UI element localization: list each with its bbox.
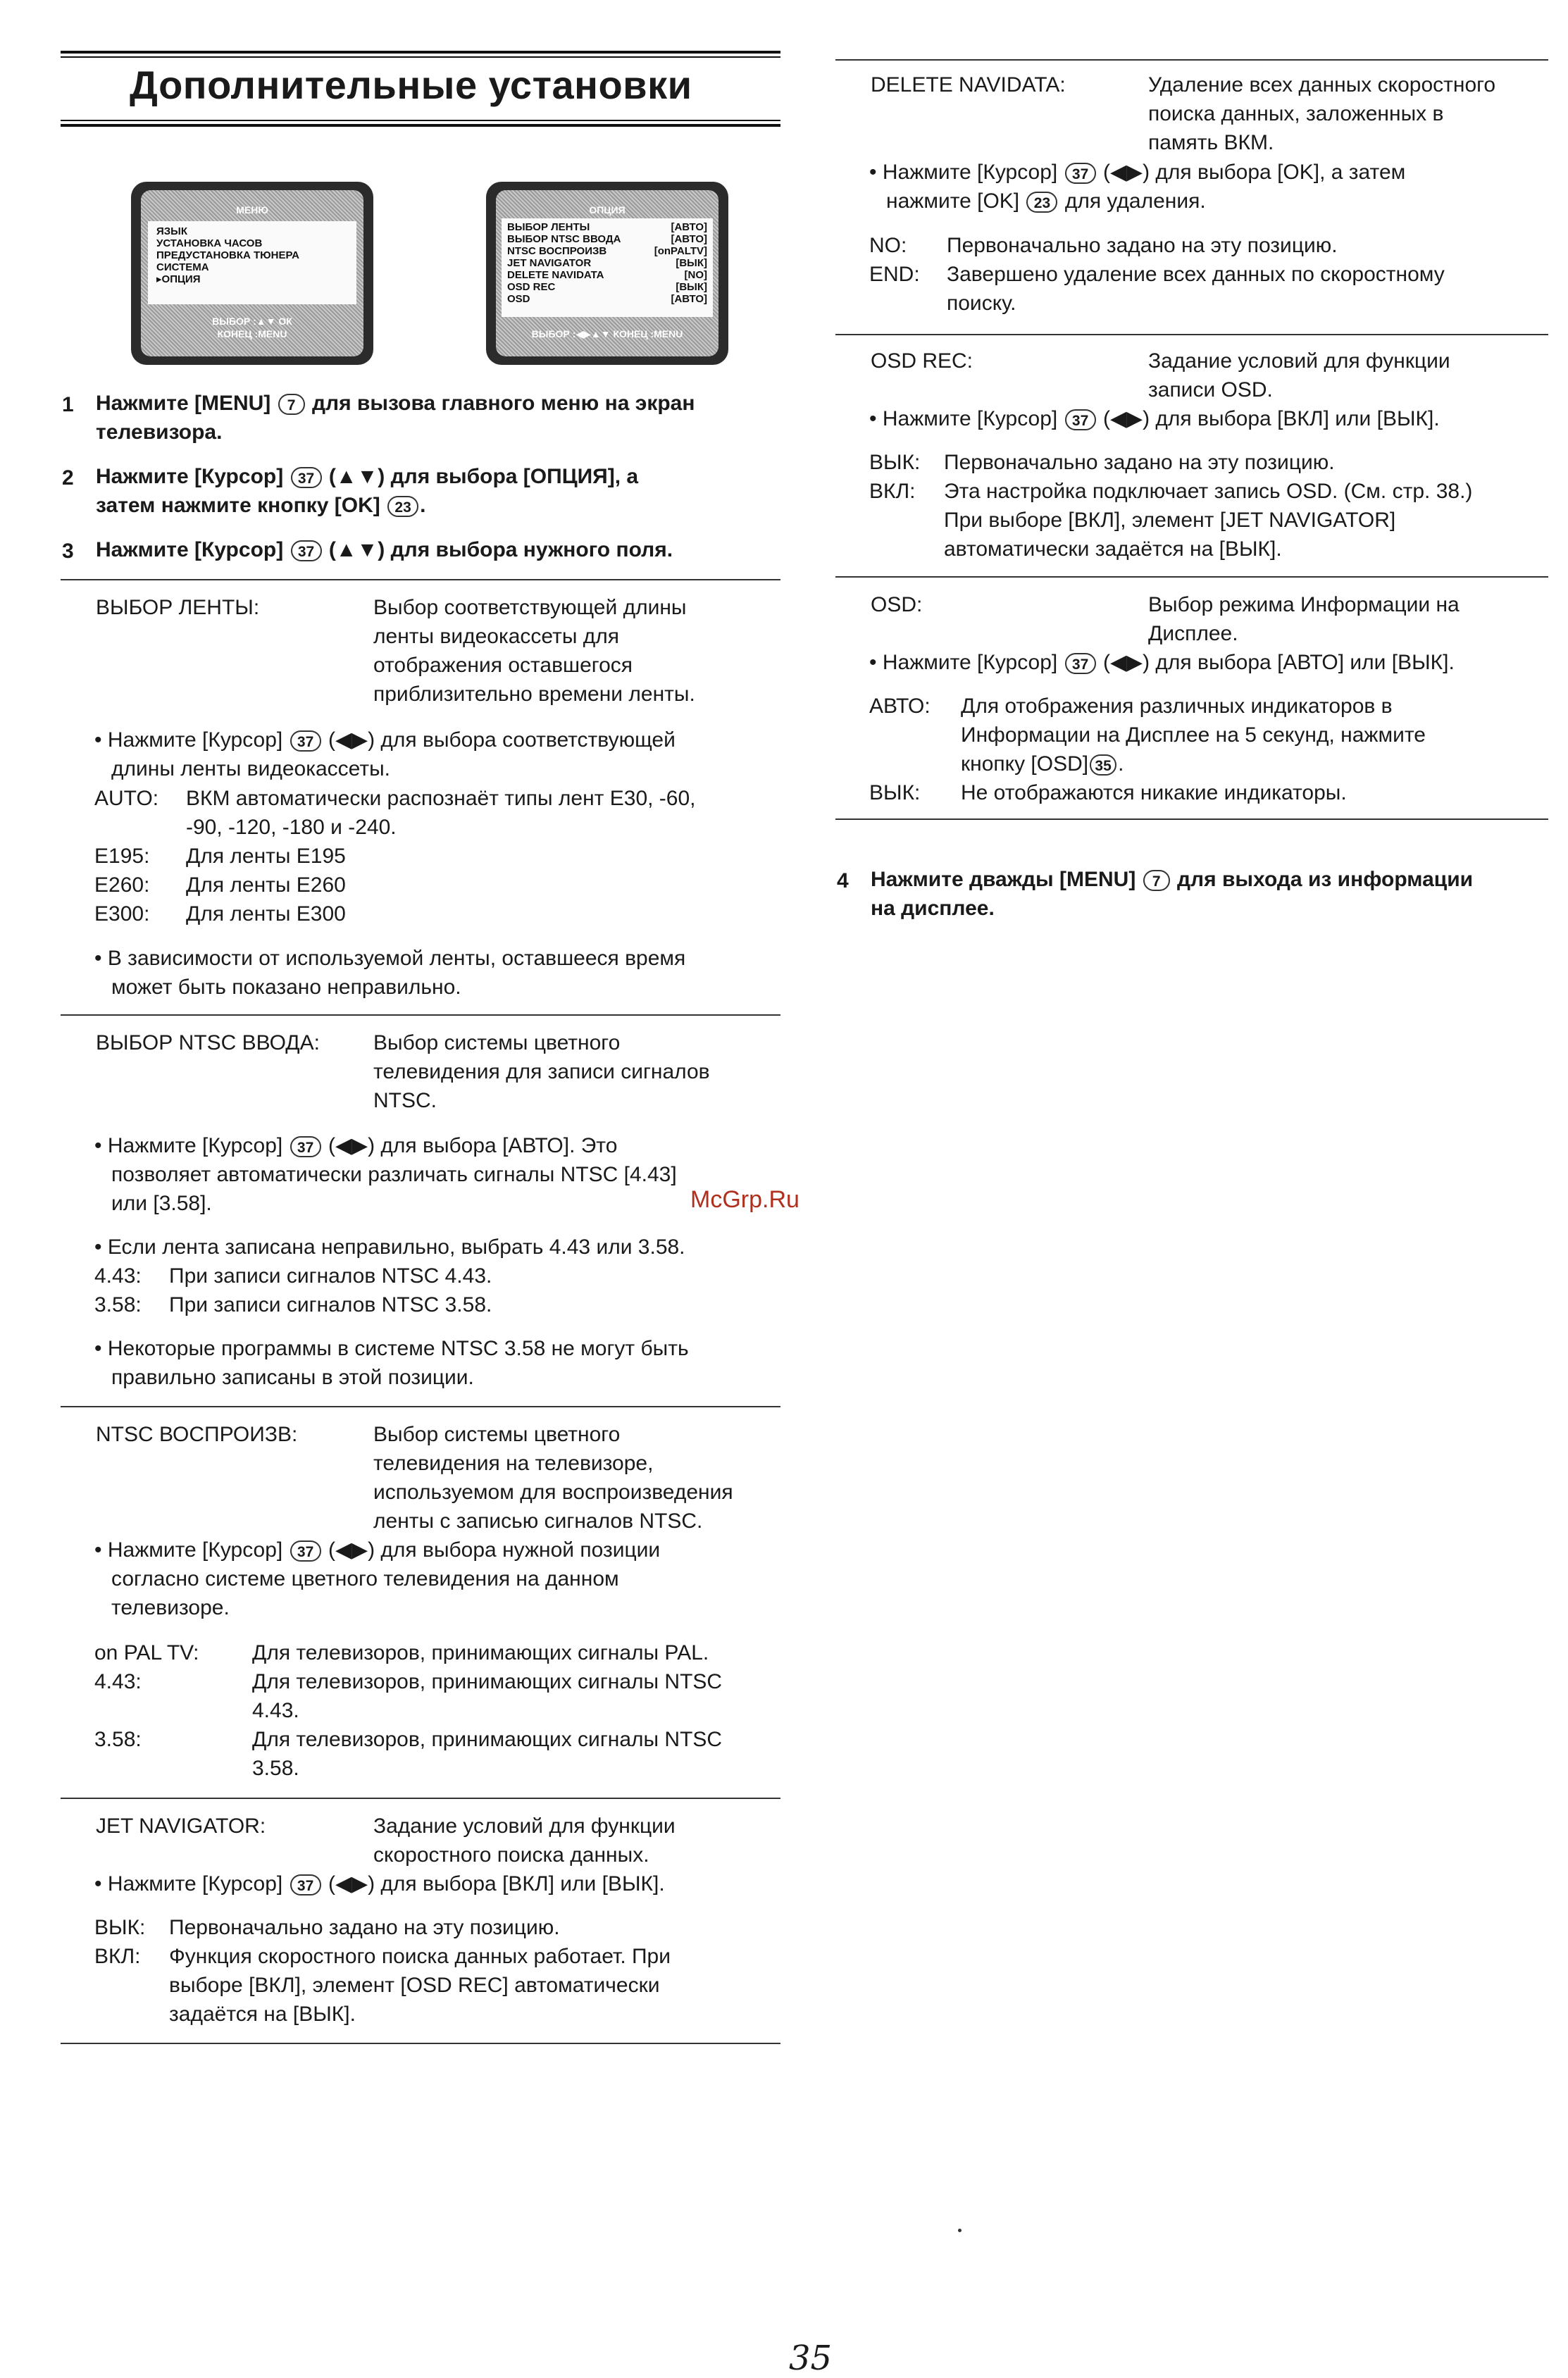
option-value: Для ленты E260 (186, 873, 346, 897)
option-key: ВКЛ: (869, 480, 916, 503)
step-4-number: 4 (837, 869, 849, 892)
tape-label: ВЫБОР ЛЕНТЫ: (96, 596, 260, 619)
option-row-label: DELETE NAVIDATA (507, 269, 604, 281)
option-line (869, 721, 1560, 749)
step-2-text-a: Нажмите [Курсор] (96, 465, 284, 488)
option-line (869, 778, 1560, 807)
step-2-text (96, 462, 779, 520)
desc-line: память ВКМ. (1148, 131, 1274, 154)
bullet-text: (◀▶) для выбора [ВКЛ] или [ВЫК]. (1102, 407, 1440, 430)
ntsc-input-options (94, 1262, 785, 1319)
bullet-text: • Нажмите [Курсор] (94, 1872, 283, 1895)
option-row (507, 233, 707, 245)
desc-line: NTSC. (373, 1089, 437, 1112)
option-row (507, 293, 707, 305)
bullet-text: (◀▶) для выбора [ВКЛ] или [ВЫК]. (328, 1872, 665, 1895)
title-rule-top-2 (61, 56, 780, 58)
menu-screen-footer-2: КОНЕЦ :MENU (217, 328, 287, 340)
option-value: При записи сигналов NTSC 4.43. (169, 1264, 492, 1288)
bullet-text: позволяет автоматически различать сигналы NTSC [4.43] (111, 1163, 677, 1186)
option-line (94, 1667, 785, 1696)
desc-line: записи OSD. (1148, 378, 1273, 401)
ntsc-input-note: • Если лента записана неправильно, выбрать 4.43 или 3.58. (94, 1235, 685, 1259)
option-value: Первоначально задано на эту позицию. (169, 1916, 560, 1939)
step-3-number: 3 (62, 540, 74, 563)
ntsc-input-description (373, 1028, 782, 1115)
desc-line: ленты с записью сигналов NTSC. (373, 1509, 703, 1533)
option-key: on PAL TV: (94, 1641, 199, 1664)
bullet-text: • Нажмите [Курсор] (869, 407, 1058, 430)
option-key: АВТО: (869, 695, 931, 718)
divider (61, 579, 780, 580)
osdrec-description (1148, 347, 1557, 404)
desc-line: Задание условий для функции (1148, 349, 1450, 373)
divider (835, 59, 1548, 61)
osd-label: OSD: (871, 593, 923, 616)
menu-screen-panel (148, 221, 356, 304)
option-key: ВЫК: (94, 1916, 146, 1939)
option-value-tail: . (1118, 752, 1124, 776)
cursor-button-icon: 37 (1065, 409, 1096, 430)
step-1-text-b: для вызова главного меню на экран (311, 392, 695, 415)
step-3-text (96, 535, 779, 564)
osd-description (1148, 590, 1557, 648)
jet-label: JET NAVIGATOR: (96, 1814, 266, 1838)
cursor-button-icon: 37 (290, 1874, 321, 1895)
option-line (869, 749, 1560, 778)
option-value: Первоначально задано на эту позицию. (947, 234, 1338, 257)
divider (61, 1798, 780, 1799)
page-title: Дополнительные установки (130, 63, 692, 107)
option-line (94, 1913, 785, 1942)
option-value: Не отображаются никакие индикаторы. (961, 781, 1347, 804)
desc-line: телевидения для записи сигналов (373, 1060, 710, 1083)
option-row-label: NTSC ВОСПРОИЗВ (507, 245, 607, 257)
divider (61, 1406, 780, 1407)
menu-screen-illustration (131, 182, 373, 365)
note-line: может быть показано неправильно. (111, 976, 461, 999)
option-value: Для телевизоров, принимающих сигналы NTSC (252, 1728, 723, 1751)
divider (835, 334, 1548, 335)
ntsc-input-bullet (94, 1131, 785, 1218)
bullet-text: (◀▶) для выбора [АВТО]. Это (328, 1134, 618, 1157)
option-row-value: [АВТО] (671, 233, 707, 245)
bullet-text: • Нажмите [Курсор] (94, 1134, 283, 1157)
title-rule-top-1 (61, 51, 780, 54)
menu-item-selected: ▸ОПЦИЯ (156, 273, 201, 285)
option-key: AUTO: (94, 787, 159, 810)
bullet-text: (◀▶) для выбора нужной позиции (328, 1538, 661, 1562)
bullet-text: длины ленты видеокассеты. (111, 757, 390, 780)
desc-line: скоростного поиска данных. (373, 1843, 649, 1867)
option-value: 3.58. (252, 1757, 299, 1780)
option-line (869, 260, 1560, 289)
option-key: END: (869, 263, 920, 286)
jet-description (373, 1812, 782, 1869)
option-value: Для телевизоров, принимающих сигналы NTSC (252, 1670, 723, 1693)
desc-line: Задание условий для функции (373, 1814, 676, 1838)
step-2-text-d: . (420, 494, 426, 517)
option-value: задаётся на [ВЫК]. (169, 2003, 356, 2026)
desc-line: Выбор режима Информации на (1148, 593, 1460, 616)
option-line (94, 1942, 785, 1971)
jet-bullet (94, 1869, 785, 1898)
desc-line: Удаление всех данных скоростного (1148, 73, 1496, 97)
option-row-value: [ВЫК] (676, 281, 707, 293)
ntsc-play-label: NTSC ВОСПРОИЗВ: (96, 1423, 298, 1446)
option-row (507, 245, 707, 257)
option-key: E195: (94, 845, 150, 868)
tape-bullet (94, 726, 785, 783)
step-1-text-a: Нажмите [MENU] (96, 392, 271, 415)
option-line (94, 1638, 785, 1667)
note-line: • Некоторые программы в системе NTSC 3.58 не могут быть (94, 1337, 689, 1360)
osd-bullet (869, 648, 1560, 677)
menu-button-icon: 7 (278, 394, 305, 415)
option-value: Для ленты E195 (186, 845, 346, 868)
option-value: 4.43. (252, 1699, 299, 1722)
cursor-button-icon: 37 (291, 467, 322, 488)
option-row-label: OSD (507, 293, 530, 305)
menu-screen (141, 190, 363, 356)
option-line (869, 535, 1560, 564)
step-3-text-b: (▲▼) для выбора нужного поля. (328, 538, 673, 561)
option-row-value: [АВТО] (671, 293, 707, 305)
cursor-button-icon: 37 (290, 730, 321, 752)
tape-description (373, 593, 782, 709)
menu-item: ЯЗЫК (156, 225, 188, 237)
option-value: поиску. (947, 292, 1016, 315)
option-line (94, 1725, 785, 1754)
divider (61, 1014, 780, 1016)
tape-options (94, 784, 785, 928)
option-key: ВКЛ: (94, 1945, 141, 1968)
option-line (869, 692, 1560, 721)
option-value: Для телевизоров, принимающих сигналы PAL. (252, 1641, 709, 1664)
desc-line: Выбор системы цветного (373, 1423, 621, 1446)
option-key: 3.58: (94, 1728, 142, 1751)
option-line (94, 1290, 785, 1319)
menu-item: СИСТЕМА (156, 261, 209, 273)
option-row-value: [ВЫК] (676, 257, 707, 269)
ntsc-play-bullet (94, 1536, 785, 1622)
option-value: При выборе [ВКЛ], элемент [JET NAVIGATOR] (944, 509, 1396, 532)
ntsc-play-options (94, 1638, 785, 1783)
option-line (94, 899, 785, 928)
option-row-label: ВЫБОР NTSC ВВОДА (507, 233, 621, 245)
step-1-text (96, 389, 779, 447)
option-key: 4.43: (94, 1264, 142, 1288)
page-number: 35 (789, 2339, 833, 2378)
bullet-text: (◀▶) для выбора [АВТО] или [ВЫК]. (1102, 651, 1455, 674)
option-value: кнопку [OSD] (961, 752, 1089, 776)
option-line (869, 231, 1560, 260)
option-row-value: [onPALTV] (654, 245, 707, 257)
option-row (507, 281, 707, 293)
option-value: выборе [ВКЛ], элемент [OSD REC] автоматически (169, 1974, 660, 1997)
bullet-text: (◀▶) для выбора [OK], а затем (1102, 161, 1406, 184)
option-line (869, 477, 1560, 506)
step-2-text-b: (▲▼) для выбора [ОПЦИЯ], а (328, 465, 639, 488)
option-line (94, 1754, 785, 1783)
delete-bullet (869, 158, 1560, 216)
option-value: Первоначально задано на эту позицию. (944, 451, 1335, 474)
option-row (507, 221, 707, 233)
desc-line: отображения оставшегося (373, 654, 633, 677)
option-key: E300: (94, 902, 150, 926)
step-4-text-b: для выхода из информации (1177, 868, 1474, 891)
option-key: 3.58: (94, 1293, 142, 1316)
step-2-number: 2 (62, 466, 74, 490)
tape-note (94, 944, 785, 1002)
option-screen-header: ОПЦИЯ (589, 204, 626, 216)
step-2-text-c: затем нажмите кнопку [OK] (96, 494, 380, 517)
option-key: 4.43: (94, 1670, 142, 1693)
bullet-text: для удаления. (1064, 189, 1206, 213)
option-value: Эта настройка подключает запись OSD. (См. стр. 38.) (944, 480, 1473, 503)
cursor-button-icon: 37 (1065, 163, 1096, 184)
option-row-label: OSD REC (507, 281, 556, 293)
option-row-label: ВЫБОР ЛЕНТЫ (507, 221, 590, 233)
option-row-label: JET NAVIGATOR (507, 257, 592, 269)
desc-line: поиска данных, заложенных в (1148, 102, 1444, 125)
option-screen-footer: ВЫБОР :◀▶▲▼ КОНЕЦ :MENU (531, 328, 683, 340)
desc-line: Выбор системы цветного (373, 1031, 621, 1054)
divider (835, 576, 1548, 578)
step-4-text-c: на дисплее. (871, 897, 995, 920)
desc-line: телевидения на телевизоре, (373, 1452, 654, 1475)
option-line (94, 813, 785, 842)
option-row-value: [NO] (684, 269, 707, 281)
cursor-button-icon: 37 (1065, 653, 1096, 674)
bullet-text: • Нажмите [Курсор] (869, 651, 1058, 674)
note-line: • В зависимости от используемой ленты, оставшееся время (94, 947, 686, 970)
option-line (869, 506, 1560, 535)
option-line (94, 1971, 785, 2000)
option-line (94, 2000, 785, 2029)
bullet-text: согласно системе цветного телевидения на данном (111, 1567, 619, 1590)
ntsc-input-note-2 (94, 1334, 785, 1392)
option-value: ВКМ автоматически распознаёт типы лент E30, -60, (186, 787, 696, 810)
ok-button-icon: 23 (387, 496, 418, 517)
option-key: NO: (869, 234, 907, 257)
menu-screen-header: МЕНЮ (236, 204, 268, 216)
option-screen-illustration (486, 182, 728, 365)
title-rule-bottom-2 (61, 124, 780, 127)
option-line (869, 289, 1560, 318)
bullet-text: • Нажмите [Курсор] (94, 1538, 283, 1562)
step-4-text-a: Нажмите дважды [MENU] (871, 868, 1136, 891)
option-row (507, 257, 707, 269)
jet-options (94, 1913, 785, 2029)
desc-line: Дисплее. (1148, 622, 1238, 645)
ntsc-input-label: ВЫБОР NTSC ВВОДА: (96, 1031, 320, 1054)
osd-options (869, 692, 1560, 807)
option-row (507, 269, 707, 281)
watermark: McGrp.Ru (690, 1186, 799, 1213)
option-row-value: [АВТО] (671, 221, 707, 233)
option-value: Информации на Дисплее на 5 секунд, нажмите (961, 723, 1426, 747)
delete-label: DELETE NAVIDATA: (871, 73, 1066, 97)
menu-screen-footer-1: ВЫБОР :▲▼ ОК (212, 316, 292, 327)
cursor-button-icon: 37 (290, 1136, 321, 1157)
ntsc-play-description (373, 1420, 782, 1536)
option-line (94, 842, 785, 871)
option-key: ВЫК: (869, 781, 921, 804)
desc-line: Выбор соответствующей длины (373, 596, 687, 619)
bullet-text: (◀▶) для выбора соответствующей (328, 728, 676, 752)
bullet-text: • Нажмите [Курсор] (94, 728, 283, 752)
step-1-number: 1 (62, 393, 74, 416)
option-value: При записи сигналов NTSC 3.58. (169, 1293, 492, 1316)
osdrec-options (869, 448, 1560, 564)
bullet-text: телевизоре. (111, 1596, 230, 1619)
menu-item: ПРЕДУСТАНОВКА ТЮНЕРА (156, 249, 299, 261)
option-value: Для ленты E300 (186, 902, 346, 926)
cursor-button-icon: 37 (290, 1540, 321, 1562)
option-value: автоматически задаётся на [ВЫК]. (944, 537, 1282, 561)
cursor-button-icon: 37 (291, 540, 322, 561)
option-value: Для отображения различных индикаторов в (961, 695, 1393, 718)
bullet-text: нажмите [OK] (886, 189, 1020, 213)
step-4-text (871, 865, 1554, 923)
desc-line: ленты видеокассеты для (373, 625, 620, 648)
desc-line: используемом для воспроизведения (373, 1481, 733, 1504)
ok-button-icon: 23 (1026, 192, 1057, 213)
note-line: правильно записаны в этой позиции. (111, 1366, 474, 1389)
desc-line: приблизительно времени ленты. (373, 683, 695, 706)
stray-dot (958, 2229, 962, 2232)
osdrec-bullet (869, 404, 1560, 433)
option-value: -90, -120, -180 и -240. (186, 816, 397, 839)
option-line (869, 448, 1560, 477)
option-line (94, 1262, 785, 1290)
option-line (94, 1696, 785, 1725)
option-line (94, 784, 785, 813)
step-1-text-c: телевизора. (96, 421, 223, 444)
option-value: Функция скоростного поиска данных работает. При (169, 1945, 671, 1968)
delete-options (869, 231, 1560, 318)
step-3-text-a: Нажмите [Курсор] (96, 538, 284, 561)
option-key: E260: (94, 873, 150, 897)
divider (835, 818, 1548, 820)
option-screen (496, 190, 718, 356)
menu-button-icon: 7 (1143, 870, 1170, 891)
option-screen-panel (502, 218, 713, 317)
option-line (94, 871, 785, 899)
osd-button-icon: 35 (1090, 754, 1116, 776)
menu-item: УСТАНОВКА ЧАСОВ (156, 237, 263, 249)
title-rule-bottom-1 (61, 120, 780, 121)
option-value: Завершено удаление всех данных по скоростному (947, 263, 1445, 286)
option-key: ВЫК: (869, 451, 921, 474)
divider (61, 2043, 780, 2044)
osdrec-label: OSD REC: (871, 349, 973, 373)
bullet-text: • Нажмите [Курсор] (869, 161, 1058, 184)
delete-description (1148, 70, 1557, 157)
bullet-text: или [3.58]. (111, 1192, 212, 1215)
